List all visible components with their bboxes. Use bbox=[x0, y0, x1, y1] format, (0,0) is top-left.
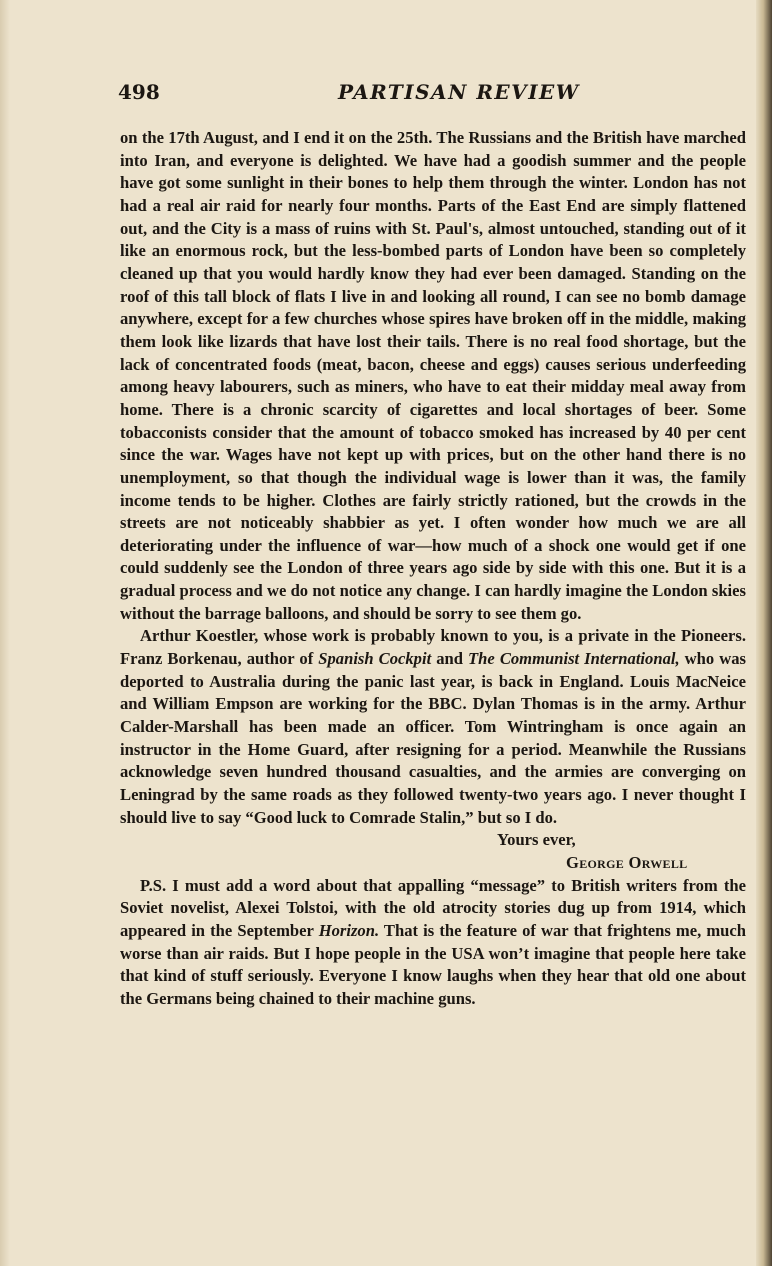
paragraph-2 bbox=[120, 625, 746, 829]
paragraph-1: on the 17th August, and I end it on the 25th. The Russians and the British have marched into Iran, and everyone is delighted. We have had a goodish summer and the people have got some sunlight in their bones to help them through the winter. London has not had a real air raid for nearly four months. Parts of the East End are simply flattened out, and the City is a mass of ruins with St. Paul's, almost untouched, standing out of it like an enormous rock, but the less-bombed parts of London have been so completely cleaned up that you would hardly know they had ever been damaged. Standing on the roof of this tall block of flats I live in and looking all round, I can see no bomb damage anywhere, except for a few churches whose spires have broken off in the middle, making them look like lizards that have lost their tails. There is no real food shortage, but the lack of concentrated foods (meat, bacon, cheese and eggs) causes serious underfeeding among heavy labourers, such as miners, who have to eat their midday meal away from home. There is a chronic scarcity of cigarettes and local shortages of beer. Some tobacconists consider that the amount of tobacco smoked has increased by 40 per cent since the war. Wages have not kept up with prices, but on the other hand there is no unemployment, so that though the individual wage is lower than it was, the family income tends to be higher. Clothes are fairly strictly rationed, but the crowds in the streets are not noticeably shabbier as yet. I often wonder how much we are all deteriorating under the influence of war—how much of a shock one would get if one could suddenly see the London of three years ago side by side with this one. But it is a gradual process and we do not notice any change. I can hardly imagine the London skies without the barrage balloons, and should be sorry to see them go. bbox=[120, 128, 746, 623]
postscript-text-b: That is the feature of war that frightens me, much worse than air raids. But I hope people in the USA won’t imagine that people here take that kind of stuff seriously. Everyone I know laughs when they hear that old one about the Germans being chained to their machine guns. bbox=[120, 920, 746, 1008]
paragraph-2-text-b: and bbox=[431, 649, 469, 669]
paragraph-2-text-c: who was deported to Australia during the panic last year, is back in England. Louis MacNeice and William Empson are working for the BBC. Dylan Thomas is in the army. Arthur Calder-Marshall has been made an officer. Tom Wintringham is once again an instructor in the Home Guard, after resigning for a period. Meanwhile the Russians acknowledge seven hundred thousand casualties, and the armies are converging on Leningrad by the same roads as they followed twenty-two years ago. I never thought I should live to say “Good luck to Comrade Stalin,” but so I do. bbox=[120, 649, 746, 827]
paragraph-2-text-a: Arthur Koestler, whose work is probably known to you, is a private in the Pioneers. Franz Borkenau, author of bbox=[120, 626, 746, 669]
book-title-communist-international: The Communist International, bbox=[468, 649, 680, 669]
letter-closing: Yours ever, bbox=[497, 830, 576, 850]
book-title-spanish-cockpit: Spanish Cockpit bbox=[318, 649, 432, 669]
letter-signature: George Orwell bbox=[566, 853, 688, 872]
page-number: 498 bbox=[118, 80, 160, 104]
magazine-title-horizon: Horizon. bbox=[318, 920, 380, 940]
letter-body bbox=[120, 127, 746, 1011]
running-head bbox=[118, 80, 746, 108]
journal-title: PARTISAN REVIEW bbox=[338, 80, 580, 104]
postscript bbox=[120, 875, 746, 1011]
postscript-text-a: P.S. I must add a word about that appalling “message” to British writers from the Soviet novelist, Alexei Tolstoi, with the old atrocity stories dug up from 1914, which appeared in the September bbox=[120, 875, 746, 940]
